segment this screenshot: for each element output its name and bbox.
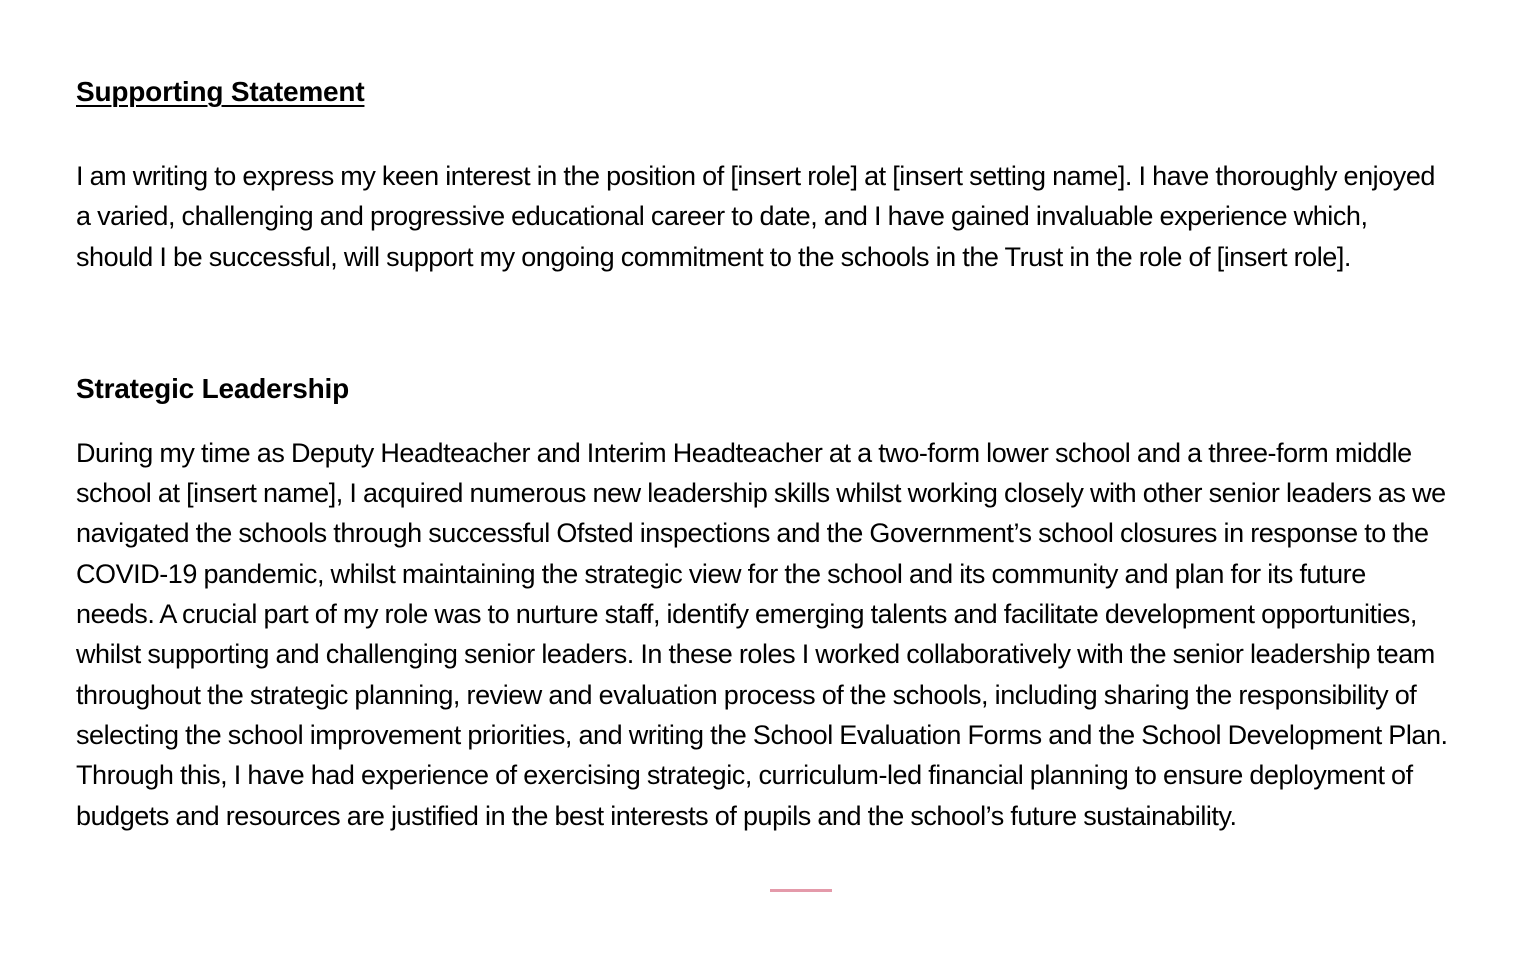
document-title: Supporting Statement <box>76 76 365 107</box>
strikethrough-mark <box>770 889 832 892</box>
intro-paragraph: I am writing to express my keen interest in the position of [insert role] at [insert setting name]. I have thoroughly enjoyed a varied, challenging and progressive educational career to date, and I have gained invaluable experience which, should I be successful, will support my ongoing commitment to the schools in the Trust in the role of [insert role]. <box>76 161 1435 272</box>
document-page <box>76 72 1448 836</box>
section-paragraph-strategic-leadership: During my time as Deputy Headteacher and Interim Headteacher at a two-form lower school and a three-form middle school at [insert name], I acquired numerous new leadership skills whilst working closely with other senior leaders as we navigated the schools through successful Ofsted inspections and the Government’s school closures in response to the COVID-19 pandemic, whilst maintaining the strategic view for the school and its community and plan for its future needs. A crucial part of my role was to nurture staff, identify emerging talents and facilitate development opportunities, whilst supporting and challenging senior leaders. In these roles I worked collaboratively with the senior leadership team throughout the strategic planning, review and evaluation process of the schools, including sharing the responsibility of selecting the school improvement priorities, and writing the School Evaluation Forms and the School Development Plan. Through this, I have had experience of exercising strategic, curriculum-led financial planning to ensure deployment of budgets and resources are justified in the best interests of pupils and the school’s future sustainability. <box>76 437 1448 831</box>
section-heading-strategic-leadership: Strategic Leadership <box>76 372 349 404</box>
